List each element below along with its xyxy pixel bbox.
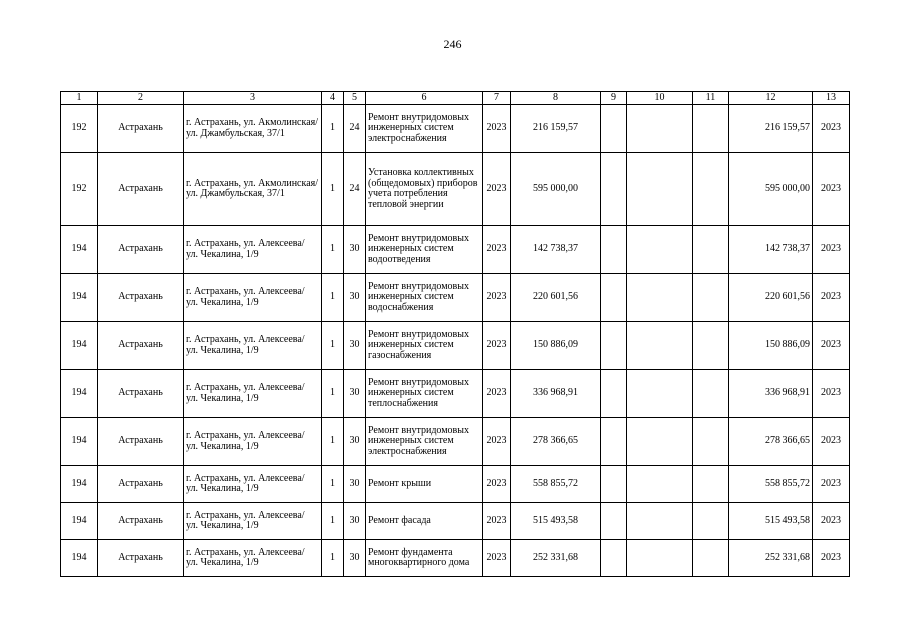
column-header: 7 [483, 92, 511, 105]
col5-cell: 30 [344, 418, 366, 466]
cost-cell: 252 331,68 [511, 540, 601, 577]
col5-cell: 30 [344, 274, 366, 322]
municipality-cell: Астрахань [98, 466, 184, 503]
capital-repair-table [60, 91, 850, 577]
col4-cell: 1 [322, 540, 344, 577]
row-number: 194 [61, 226, 98, 274]
end-year-cell: 2023 [813, 370, 850, 418]
cost-cell: 515 493,58 [511, 503, 601, 540]
col10-cell [627, 370, 693, 418]
col4-cell: 1 [322, 466, 344, 503]
col11-cell [693, 466, 729, 503]
table-row [61, 466, 850, 503]
end-year-cell: 2023 [813, 153, 850, 226]
total-cell: 595 000,00 [729, 153, 813, 226]
municipality-cell: Астрахань [98, 503, 184, 540]
col10-cell [627, 226, 693, 274]
cost-cell: 142 738,37 [511, 226, 601, 274]
col5-cell: 30 [344, 466, 366, 503]
total-cell: 150 886,09 [729, 322, 813, 370]
year-cell: 2023 [483, 153, 511, 226]
end-year-cell: 2023 [813, 503, 850, 540]
table-row [61, 105, 850, 153]
year-cell: 2023 [483, 466, 511, 503]
municipality-cell: Астрахань [98, 540, 184, 577]
col5-cell: 30 [344, 540, 366, 577]
cost-cell: 220 601,56 [511, 274, 601, 322]
end-year-cell: 2023 [813, 418, 850, 466]
total-cell: 336 968,91 [729, 370, 813, 418]
work-type-cell: Ремонт внутридомовых инженерных систем электроснабжения [366, 418, 483, 466]
row-number: 194 [61, 540, 98, 577]
column-header: 8 [511, 92, 601, 105]
address-cell: г. Астрахань, ул. Алексеева/ ул. Чекалина, 1/9 [184, 540, 322, 577]
col10-cell [627, 105, 693, 153]
col4-cell: 1 [322, 105, 344, 153]
col10-cell [627, 540, 693, 577]
total-cell: 252 331,68 [729, 540, 813, 577]
address-cell: г. Астрахань, ул. Алексеева/ ул. Чекалина, 1/9 [184, 226, 322, 274]
col10-cell [627, 322, 693, 370]
table-row [61, 418, 850, 466]
col5-cell: 30 [344, 226, 366, 274]
col5-cell: 24 [344, 153, 366, 226]
col4-cell: 1 [322, 322, 344, 370]
work-type-cell: Ремонт внутридомовых инженерных систем водоотведения [366, 226, 483, 274]
column-header: 1 [61, 92, 98, 105]
col9-cell [601, 226, 627, 274]
municipality-cell: Астрахань [98, 370, 184, 418]
col11-cell [693, 503, 729, 540]
address-cell: г. Астрахань, ул. Алексеева/ ул. Чекалина, 1/9 [184, 466, 322, 503]
total-cell: 216 159,57 [729, 105, 813, 153]
col9-cell [601, 466, 627, 503]
col10-cell [627, 466, 693, 503]
col11-cell [693, 418, 729, 466]
table-row [61, 322, 850, 370]
col4-cell: 1 [322, 274, 344, 322]
address-cell: г. Астрахань, ул. Алексеева/ ул. Чекалина, 1/9 [184, 418, 322, 466]
year-cell: 2023 [483, 322, 511, 370]
work-type-cell: Установка коллективных (общедомовых) приборов учета потребления тепловой энергии [366, 153, 483, 226]
year-cell: 2023 [483, 274, 511, 322]
row-number: 194 [61, 466, 98, 503]
row-number: 192 [61, 105, 98, 153]
total-cell: 515 493,58 [729, 503, 813, 540]
total-cell: 220 601,56 [729, 274, 813, 322]
col9-cell [601, 105, 627, 153]
column-header: 10 [627, 92, 693, 105]
year-cell: 2023 [483, 503, 511, 540]
year-cell: 2023 [483, 226, 511, 274]
address-cell: г. Астрахань, ул. Алексеева/ ул. Чекалина, 1/9 [184, 370, 322, 418]
year-cell: 2023 [483, 105, 511, 153]
column-header: 6 [366, 92, 483, 105]
col5-cell: 30 [344, 370, 366, 418]
col11-cell [693, 274, 729, 322]
row-number: 194 [61, 274, 98, 322]
col5-cell: 30 [344, 503, 366, 540]
end-year-cell: 2023 [813, 105, 850, 153]
col9-cell [601, 503, 627, 540]
column-header: 13 [813, 92, 850, 105]
work-type-cell: Ремонт внутридомовых инженерных систем теплоснабжения [366, 370, 483, 418]
municipality-cell: Астрахань [98, 322, 184, 370]
col4-cell: 1 [322, 370, 344, 418]
work-type-cell: Ремонт фундамента многоквартирного дома [366, 540, 483, 577]
work-type-cell: Ремонт внутридомовых инженерных систем водоснабжения [366, 274, 483, 322]
column-header: 2 [98, 92, 184, 105]
cost-cell: 558 855,72 [511, 466, 601, 503]
cost-cell: 336 968,91 [511, 370, 601, 418]
column-number-row [61, 92, 850, 105]
end-year-cell: 2023 [813, 540, 850, 577]
col9-cell [601, 153, 627, 226]
table-row [61, 226, 850, 274]
table-row [61, 503, 850, 540]
end-year-cell: 2023 [813, 226, 850, 274]
col5-cell: 24 [344, 105, 366, 153]
col5-cell: 30 [344, 322, 366, 370]
table-row [61, 540, 850, 577]
col10-cell [627, 418, 693, 466]
address-cell: г. Астрахань, ул. Алексеева/ ул. Чекалина, 1/9 [184, 503, 322, 540]
col10-cell [627, 274, 693, 322]
col9-cell [601, 370, 627, 418]
column-header: 9 [601, 92, 627, 105]
municipality-cell: Астрахань [98, 418, 184, 466]
cost-cell: 278 366,65 [511, 418, 601, 466]
column-header: 11 [693, 92, 729, 105]
col11-cell [693, 226, 729, 274]
col9-cell [601, 418, 627, 466]
address-cell: г. Астрахань, ул. Алексеева/ ул. Чекалина, 1/9 [184, 322, 322, 370]
col9-cell [601, 274, 627, 322]
col4-cell: 1 [322, 153, 344, 226]
address-cell: г. Астрахань, ул. Алексеева/ ул. Чекалина, 1/9 [184, 274, 322, 322]
column-header: 5 [344, 92, 366, 105]
row-number: 194 [61, 322, 98, 370]
col9-cell [601, 322, 627, 370]
cost-cell: 595 000,00 [511, 153, 601, 226]
year-cell: 2023 [483, 370, 511, 418]
work-type-cell: Ремонт внутридомовых инженерных систем газоснабжения [366, 322, 483, 370]
cost-cell: 150 886,09 [511, 322, 601, 370]
total-cell: 558 855,72 [729, 466, 813, 503]
col4-cell: 1 [322, 503, 344, 540]
col4-cell: 1 [322, 418, 344, 466]
table-row [61, 274, 850, 322]
total-cell: 278 366,65 [729, 418, 813, 466]
year-cell: 2023 [483, 540, 511, 577]
col10-cell [627, 503, 693, 540]
col4-cell: 1 [322, 226, 344, 274]
end-year-cell: 2023 [813, 322, 850, 370]
total-cell: 142 738,37 [729, 226, 813, 274]
col11-cell [693, 540, 729, 577]
end-year-cell: 2023 [813, 274, 850, 322]
column-header: 3 [184, 92, 322, 105]
work-type-cell: Ремонт крыши [366, 466, 483, 503]
page-number: 246 [443, 37, 462, 51]
column-header: 4 [322, 92, 344, 105]
col11-cell [693, 322, 729, 370]
cost-cell: 216 159,57 [511, 105, 601, 153]
row-number: 194 [61, 503, 98, 540]
municipality-cell: Астрахань [98, 153, 184, 226]
column-header: 12 [729, 92, 813, 105]
table-row [61, 153, 850, 226]
col11-cell [693, 153, 729, 226]
municipality-cell: Астрахань [98, 226, 184, 274]
year-cell: 2023 [483, 418, 511, 466]
row-number: 194 [61, 418, 98, 466]
address-cell: г. Астрахань, ул. Акмолинская/ ул. Джамбульская, 37/1 [184, 153, 322, 226]
col11-cell [693, 105, 729, 153]
col10-cell [627, 153, 693, 226]
municipality-cell: Астрахань [98, 105, 184, 153]
col9-cell [601, 540, 627, 577]
row-number: 192 [61, 153, 98, 226]
end-year-cell: 2023 [813, 466, 850, 503]
work-type-cell: Ремонт внутридомовых инженерных систем электроснабжения [366, 105, 483, 153]
table-row [61, 370, 850, 418]
work-type-cell: Ремонт фасада [366, 503, 483, 540]
col11-cell [693, 370, 729, 418]
municipality-cell: Астрахань [98, 274, 184, 322]
row-number: 194 [61, 370, 98, 418]
address-cell: г. Астрахань, ул. Акмолинская/ ул. Джамбульская, 37/1 [184, 105, 322, 153]
